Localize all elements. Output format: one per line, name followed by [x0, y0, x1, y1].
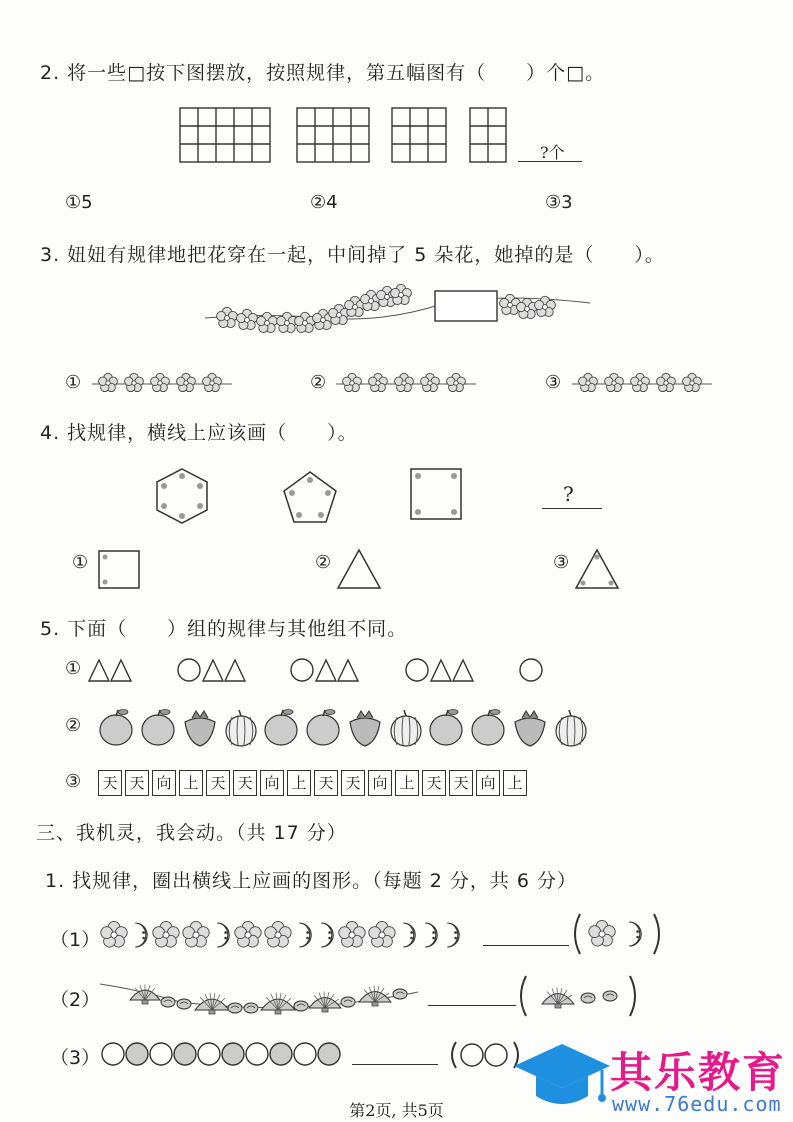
circle-icon	[294, 1043, 316, 1065]
flower-icon	[151, 373, 170, 391]
grid-figure-3	[392, 108, 448, 164]
flower-icon	[153, 921, 179, 947]
q2-option-1[interactable]: ①5	[65, 192, 93, 213]
watermelon-icon	[391, 710, 421, 746]
sub2-label: （2）	[50, 989, 101, 1011]
section3-q1-text: 1. 找规律，圈出横线上应画的图形。（每题 2 分，共 6 分）	[45, 870, 578, 892]
char-box: 向	[152, 770, 176, 796]
flower-icon	[589, 920, 615, 946]
q2-blank-label: ?个	[540, 143, 565, 162]
flower-icon	[217, 307, 238, 327]
q4-blank-label: ?	[563, 482, 574, 506]
char-box: 天	[341, 770, 365, 796]
moon-icon	[217, 923, 229, 947]
q3-option-3[interactable]: ③	[545, 372, 562, 393]
sub3-label: （3）	[50, 1047, 101, 1069]
character-pattern	[98, 770, 530, 796]
triangle-dots-option-icon	[574, 548, 620, 590]
moon-icon	[447, 923, 459, 947]
flower-icon	[579, 373, 598, 391]
square-icon	[410, 468, 462, 520]
flower-icon	[369, 373, 388, 391]
sub2-choices[interactable]	[518, 974, 638, 1018]
snail-shell-icon	[161, 997, 175, 1007]
triangle-icon	[431, 660, 451, 681]
q4-option-1[interactable]: ①	[72, 552, 89, 573]
moon-icon	[135, 923, 147, 947]
flower-moon-pattern	[100, 916, 480, 954]
snail-choice-icon-1	[581, 993, 595, 1003]
pentagon-icon	[282, 470, 338, 524]
watermark-name: 其乐教育	[610, 1048, 787, 1097]
grid-figure-1	[180, 108, 272, 164]
shell-icon	[359, 986, 391, 1006]
flower-icon	[203, 373, 222, 391]
section3-title: 三、我机灵，我会动。（共 17 分）	[36, 822, 347, 844]
snail-shell-icon	[244, 1003, 258, 1013]
flower-icon	[237, 309, 258, 329]
char-box: 天	[422, 770, 446, 796]
flower-icon	[605, 373, 624, 391]
flower-icon	[339, 921, 365, 947]
hexagon-icon	[155, 467, 209, 525]
q2-text: 2. 将一些□按下图摆放，按照规律，第五幅图有（ ）个□。	[40, 62, 606, 84]
char-box: 上	[503, 770, 527, 796]
flower-icon	[391, 284, 412, 304]
watermark-url: www.76edu.com	[612, 1092, 782, 1116]
flower-icon	[683, 373, 702, 391]
moon-icon	[629, 922, 641, 946]
flower-icon	[295, 312, 316, 332]
char-box: 天	[125, 770, 149, 796]
char-box: 上	[395, 770, 419, 796]
flower-icon	[183, 921, 209, 947]
q4-option-3[interactable]: ③	[553, 552, 570, 573]
flower-icon	[343, 373, 362, 391]
flower-icon	[369, 921, 395, 947]
shell-icon	[261, 993, 295, 1014]
circle-icon	[318, 1043, 340, 1065]
flower-icon	[421, 373, 440, 391]
snail-shell-icon	[393, 989, 407, 999]
q5-option-1[interactable]: ①	[65, 658, 82, 679]
sub2-blank-line	[428, 1005, 516, 1006]
q5-text: 5. 下面（ ）组的规律与其他组不同。	[40, 618, 408, 640]
circle-icon	[270, 1043, 292, 1065]
circle-icon	[150, 1043, 172, 1065]
flower-icon	[177, 373, 196, 391]
flower-icon	[447, 373, 466, 391]
page-footer: 第2页, 共5页	[349, 1101, 444, 1120]
moon-icon	[299, 923, 311, 947]
q3-option-1[interactable]: ①	[65, 372, 82, 393]
triangle-icon	[316, 660, 336, 681]
fruit-pattern	[98, 704, 598, 746]
char-box: 天	[206, 770, 230, 796]
circle-icon	[406, 659, 428, 681]
q4-option-2[interactable]: ②	[315, 552, 332, 573]
moon-icon	[403, 923, 415, 947]
flower-icon	[235, 921, 261, 947]
q3-option-2[interactable]: ②	[310, 372, 327, 393]
watermelon-icon	[556, 710, 586, 746]
q3-option-1-flowers	[92, 368, 237, 398]
circle-icon	[246, 1043, 268, 1065]
circle-icon	[291, 659, 313, 681]
q3-option-2-flowers	[336, 368, 481, 398]
strawberry-icon	[185, 711, 215, 746]
snail-shell-icon	[177, 999, 191, 1009]
apple-icon	[430, 710, 462, 746]
flower-string-picture	[205, 285, 590, 335]
flower-icon	[265, 921, 291, 947]
apple-icon	[307, 710, 339, 746]
snail-shell-icon	[228, 1003, 242, 1013]
q4-text: 4. 找规律，横线上应该画（ ）。	[40, 422, 358, 444]
q5-option-2[interactable]: ②	[65, 715, 82, 736]
circle-icon	[178, 659, 200, 681]
strawberry-icon	[515, 711, 545, 746]
sub1-label: （1）	[50, 929, 101, 951]
char-box: 向	[476, 770, 500, 796]
grid-figure-2	[297, 108, 371, 164]
snail-choice-icon-2	[603, 991, 617, 1001]
flower-icon	[395, 373, 414, 391]
triangle-icon	[89, 660, 109, 681]
snail-shell-icon	[294, 1001, 308, 1011]
q3-text: 3. 妞妞有规律地把花穿在一起，中间掉了 5 朵花，她掉的是（ ）。	[40, 244, 665, 266]
flower-icon	[125, 373, 144, 391]
char-box: 向	[368, 770, 392, 796]
char-box: 天	[233, 770, 257, 796]
apple-icon	[472, 710, 504, 746]
q5-option-3[interactable]: ③	[65, 771, 82, 792]
triangle-icon	[225, 660, 245, 681]
snail-shell-icon	[341, 997, 355, 1007]
triangle-icon	[453, 660, 473, 681]
circle-icon	[126, 1043, 148, 1065]
triangle-option-icon	[336, 548, 382, 590]
shell-icon	[309, 992, 341, 1012]
flower-icon	[99, 373, 118, 391]
char-box: 上	[179, 770, 203, 796]
circle-pattern	[100, 1041, 350, 1067]
flower-icon	[631, 373, 650, 391]
q4-blank-line	[542, 508, 602, 509]
q3-option-3-flowers	[572, 368, 717, 398]
q2-option-2[interactable]: ②4	[310, 192, 338, 213]
char-box: 天	[314, 770, 338, 796]
shell-pattern	[100, 972, 420, 1022]
watermelon-icon	[226, 710, 256, 746]
circle-icon	[102, 1043, 124, 1065]
sub1-choices[interactable]	[572, 912, 662, 956]
apple-icon	[142, 710, 174, 746]
shell-icon	[195, 993, 229, 1014]
square-option-icon	[98, 550, 142, 590]
moon-icon	[321, 923, 333, 947]
missing-box	[435, 291, 497, 321]
apple-icon	[100, 710, 132, 746]
flower-icon	[101, 921, 127, 947]
circle-triangle-pattern	[88, 656, 548, 684]
moon-icon	[425, 923, 437, 947]
circle-icon	[174, 1043, 196, 1065]
triangle-icon	[111, 660, 131, 681]
q2-option-3[interactable]: ③3	[545, 192, 573, 213]
grid-figure-4	[470, 108, 508, 164]
shell-choice-icon	[542, 988, 574, 1008]
triangle-icon	[338, 660, 358, 681]
char-box: 天	[98, 770, 122, 796]
char-box: 上	[287, 770, 311, 796]
char-box: 向	[260, 770, 284, 796]
circle-icon	[222, 1043, 244, 1065]
apple-icon	[265, 710, 297, 746]
strawberry-icon	[350, 711, 380, 746]
circle-icon	[198, 1043, 220, 1065]
sub1-blank-line	[483, 945, 569, 946]
triangle-icon	[203, 660, 223, 681]
char-box: 天	[449, 770, 473, 796]
circle-icon	[520, 659, 542, 681]
sub3-blank-line	[352, 1064, 438, 1065]
q2-blank-line	[518, 161, 582, 162]
flower-icon	[657, 373, 676, 391]
shell-icon	[130, 985, 160, 1005]
